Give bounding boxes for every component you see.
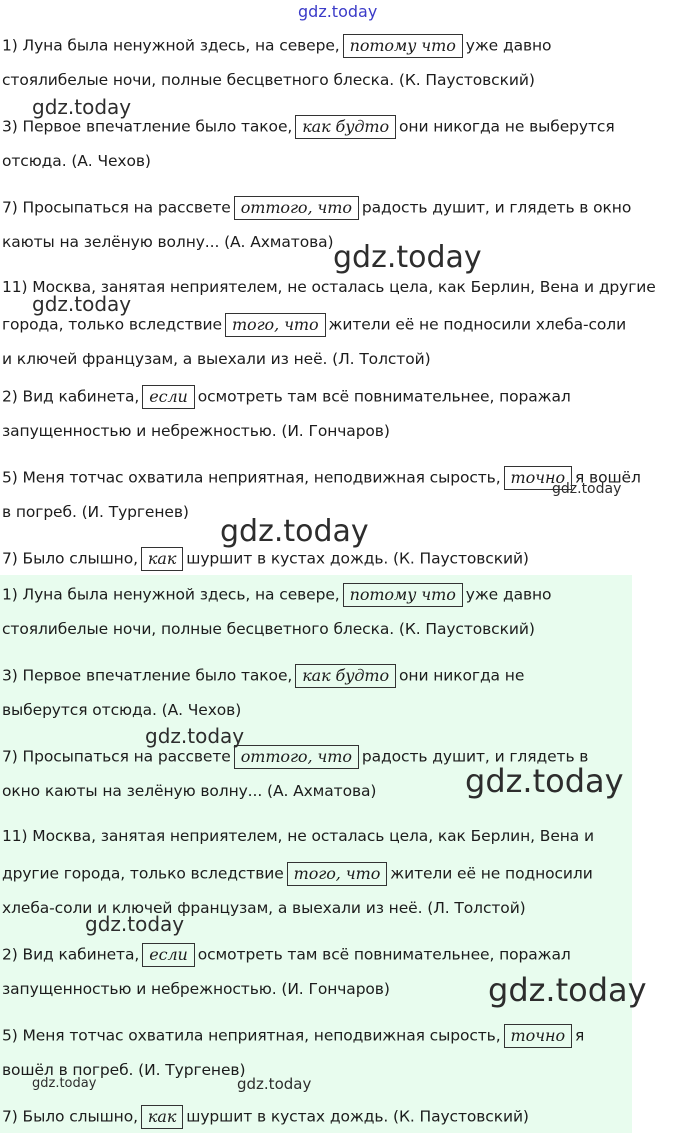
watermark: gdz.today bbox=[32, 95, 132, 119]
conjunction-box: потому что bbox=[343, 583, 463, 607]
conjunction-box: если bbox=[142, 943, 195, 967]
sentence-line: 1) Луна была ненужной здесь, на севере, потому что уже давно bbox=[2, 583, 551, 607]
sentence-line: 2) Вид кабинета, если осмотреть там всё повнимательнее, поражал bbox=[2, 385, 571, 409]
watermark: gdz.today bbox=[237, 1075, 312, 1093]
sentence-line: 7) Просыпаться на рассвете оттого, что радость душит, и глядеть в окно bbox=[2, 196, 631, 220]
sentence-line: вошёл в погреб. (И. Тургенев) bbox=[2, 1061, 246, 1079]
sentence-line: города, только вследствие того, что жители её не подносили хлеба-соли bbox=[2, 313, 626, 337]
watermark: gdz.today bbox=[32, 292, 132, 316]
conjunction-box: потому что bbox=[343, 34, 463, 58]
sentence-line: 1) Луна была ненужной здесь, на севере, потому что уже давно bbox=[2, 34, 551, 58]
sentence-line: 3) Первое впечатление было такое, как будто они никогда не выберутся bbox=[2, 115, 615, 139]
sentence-line: другие города, только вследствие того, что жители её не подносили bbox=[2, 862, 593, 886]
sentence-line: 3) Первое впечатление было такое, как будто они никогда не bbox=[2, 664, 524, 688]
conjunction-box: точно bbox=[504, 1024, 572, 1048]
conjunction-box: оттого, что bbox=[234, 196, 359, 220]
watermark: gdz.today bbox=[220, 514, 369, 549]
watermark: gdz.today bbox=[32, 1076, 97, 1091]
sentence-line: и ключей французам, а выехали из неё. (Л. Толстой) bbox=[2, 350, 431, 368]
watermark: gdz.today bbox=[465, 762, 624, 800]
sentence-line: хлеба-соли и ключей французам, а выехали из неё. (Л. Толстой) bbox=[2, 899, 526, 917]
conjunction-box: как bbox=[141, 1105, 183, 1129]
sentence-line: запущенностью и небрежностью. (И. Гончаров) bbox=[2, 422, 390, 440]
sentence-line: стоялибелые ночи, полные бесцветного блеска. (К. Паустовский) bbox=[2, 620, 535, 638]
sentence-line: 11) Москва, занятая неприятелем, не осталась цела, как Берлин, Вена и другие bbox=[2, 278, 656, 296]
sentence-line: выберутся отсюда. (А. Чехов) bbox=[2, 701, 242, 719]
sentence-line: 11) Москва, занятая неприятелем, не осталась цела, как Берлин, Вена и bbox=[2, 827, 594, 845]
answer-panel-background bbox=[0, 575, 632, 1133]
conjunction-box: как будто bbox=[295, 664, 396, 688]
watermark: gdz.today bbox=[145, 724, 245, 748]
watermark: gdz.today bbox=[552, 481, 622, 497]
sentence-line: запущенностью и небрежностью. (И. Гончаров) bbox=[2, 980, 390, 998]
conjunction-box: оттого, что bbox=[234, 745, 359, 769]
sentence-line: окно каюты на зелёную волну... (А. Ахматова) bbox=[2, 782, 377, 800]
watermark: gdz.today bbox=[488, 971, 647, 1009]
sentence-line: 7) Просыпаться на рассвете оттого, что радость душит, и глядеть в bbox=[2, 745, 588, 769]
sentence-line: отсюда. (А. Чехов) bbox=[2, 152, 151, 170]
conjunction-box: как bbox=[141, 547, 183, 571]
sentence-line: 5) Меня тотчас охватила неприятная, неподвижная сырость, точно я вошёл bbox=[2, 466, 641, 490]
sentence-line: 7) Было слышно, как шуршит в кустах дождь. (К. Паустовский) bbox=[2, 1105, 529, 1129]
conjunction-box: как будто bbox=[295, 115, 396, 139]
watermark: gdz.today bbox=[85, 912, 185, 936]
sentence-line: в погреб. (И. Тургенев) bbox=[2, 503, 189, 521]
sentence-line: каюты на зелёную волну... (А. Ахматова) bbox=[2, 233, 334, 251]
sentence-line: 5) Меня тотчас охватила неприятная, неподвижная сырость, точно я bbox=[2, 1024, 584, 1048]
watermark: gdz.today bbox=[298, 2, 378, 21]
conjunction-box: того, что bbox=[287, 862, 388, 886]
sentence-line: 7) Было слышно, как шуршит в кустах дождь. (К. Паустовский) bbox=[2, 547, 529, 571]
conjunction-box: того, что bbox=[225, 313, 326, 337]
conjunction-box: если bbox=[142, 385, 195, 409]
sentence-line: стоялибелые ночи, полные бесцветного блеска. (К. Паустовский) bbox=[2, 71, 535, 89]
watermark: gdz.today bbox=[333, 240, 482, 275]
conjunction-box: точно bbox=[504, 466, 572, 490]
sentence-line: 2) Вид кабинета, если осмотреть там всё повнимательнее, поражал bbox=[2, 943, 571, 967]
